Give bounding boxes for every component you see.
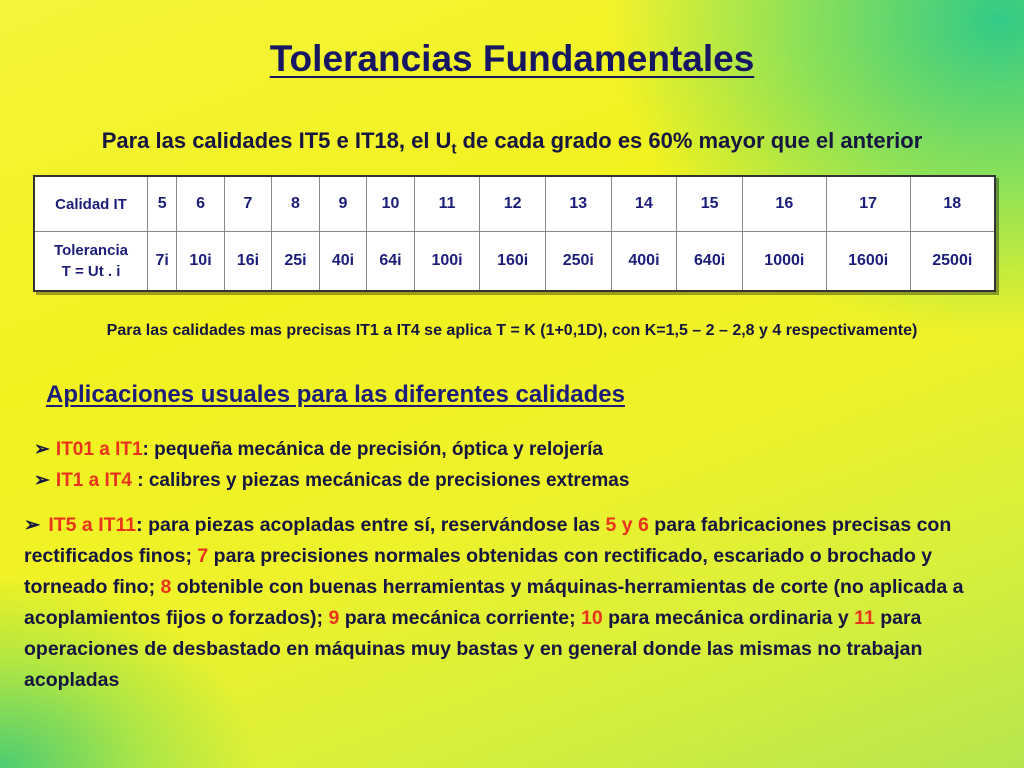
arrow-bullet-icon: ➢ — [24, 514, 41, 536]
tolerance-cell: 40i — [319, 232, 366, 292]
tolerance-cell: 7i — [148, 232, 177, 292]
tolerance-cell: 2500i — [910, 232, 995, 292]
tolerance-cell: 16i — [224, 232, 271, 292]
tolerance-cell: 1600i — [826, 232, 910, 292]
grade-cell: 11 — [414, 176, 480, 232]
grade-cell: 18 — [910, 176, 995, 232]
row-header-calidad: Calidad IT — [34, 176, 148, 232]
grade-cell: 6 — [177, 176, 224, 232]
grade-cell: 13 — [545, 176, 611, 232]
arrow-bullet-icon: ➢ — [34, 470, 50, 491]
tolerance-table — [33, 175, 996, 292]
bullet-it01-it1: ➢ IT01 a IT1: pequeña mecánica de precisión, óptica y relojería — [34, 439, 603, 460]
grade-cell: 14 — [611, 176, 677, 232]
grade-cell: 7 — [224, 176, 271, 232]
grade-cell: 9 — [319, 176, 366, 232]
tolerance-cell: 250i — [545, 232, 611, 292]
grade-cell: 5 — [148, 176, 177, 232]
applications-heading: Aplicaciones usuales para las diferentes calidades — [46, 381, 625, 408]
tolerance-cell: 160i — [480, 232, 546, 292]
bullet-it1-it4: ➢ IT1 a IT4 : calibres y piezas mecánicas de precisiones extremas — [34, 470, 630, 491]
tolerance-cell: 100i — [414, 232, 480, 292]
table-row — [34, 176, 995, 232]
tolerance-cell: 25i — [272, 232, 319, 292]
grade-cell: 8 — [272, 176, 319, 232]
table-row — [34, 232, 995, 292]
tolerance-cell: 64i — [367, 232, 414, 292]
precision-note: Para las calidades mas precisas IT1 a IT4 se aplica T = K (1+0,1D), con K=1,5 – 2 – 2,8 y 4 respectivamente) — [106, 322, 918, 339]
grade-cell: 12 — [480, 176, 546, 232]
bullet-it5-it11: ➢ IT5 a IT11: para piezas acopladas entre sí, reservándose las 5 y 6 para fabricaciones precisas con rectificados finos; 7 para precisiones normales obtenidas con rectificado, escariado o brochado y torneado fino; 8 obtenible con buenas herramientas y máquinas-herramientas de corte (no aplicada a acoplamientos fijos o forzados); 9 para mecánica corriente; 10 para mecánica ordinaria y 11 para operaciones de desbastado en máquinas muy bastas y en general donde las mismas no trabajan acopladas — [24, 514, 964, 691]
row-header-tolerancia: Tolerancia T = Ut . i — [34, 232, 148, 292]
grade-cell: 17 — [826, 176, 910, 232]
tolerance-cell: 640i — [677, 232, 743, 292]
slide-title: Tolerancias Fundamentales — [269, 38, 755, 79]
tolerance-cell: 10i — [177, 232, 224, 292]
subtitle: Para las calidades IT5 e IT18, el $U_t$ de cada grado es 60% mayor que el anterior — [101, 128, 923, 158]
tolerance-cell: 1000i — [742, 232, 826, 292]
tolerance-cell: 400i — [611, 232, 677, 292]
arrow-bullet-icon: ➢ — [34, 439, 50, 460]
grade-cell: 10 — [367, 176, 414, 232]
grade-cell: 16 — [742, 176, 826, 232]
grade-cell: 15 — [677, 176, 743, 232]
